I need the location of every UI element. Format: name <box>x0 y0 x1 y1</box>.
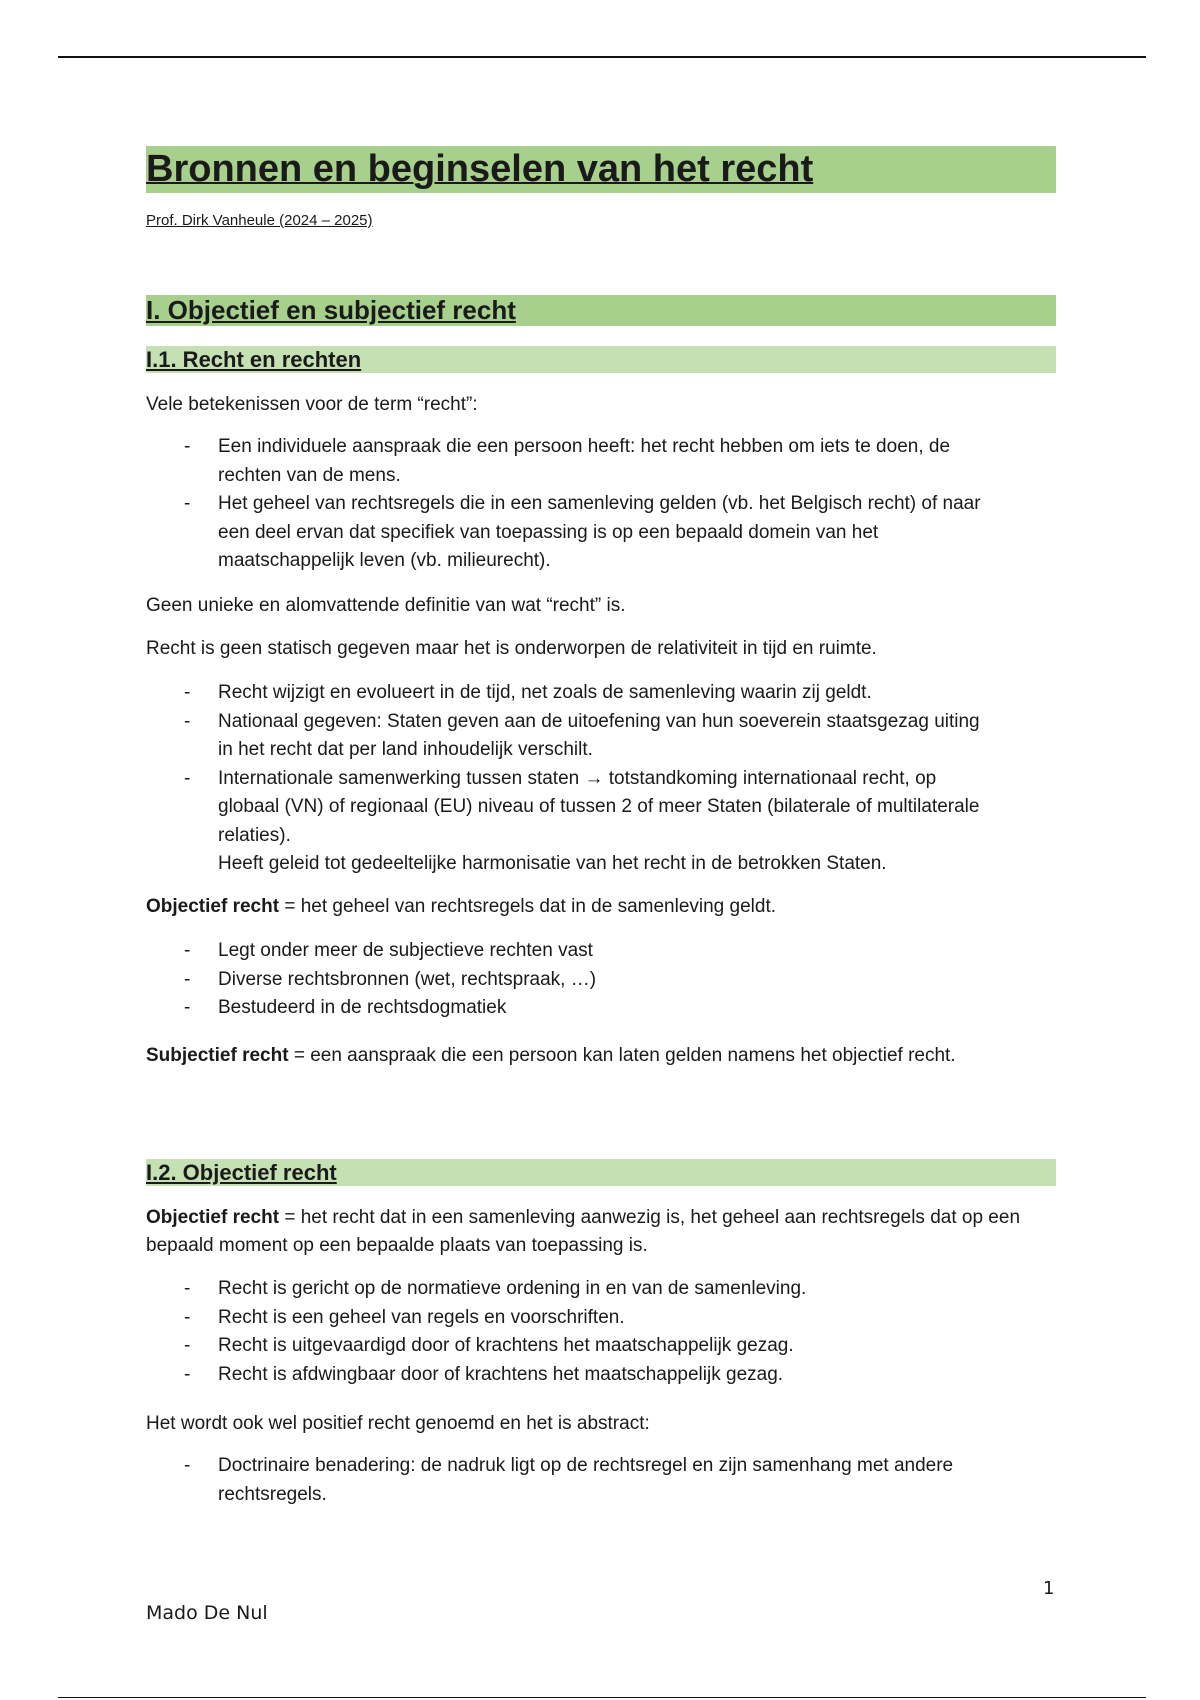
subsection-heading-1-1-text: I.1. Recht en rechten <box>146 347 362 372</box>
list-item: - Nationaal gegeven: Staten geven aan de uitoefening van hun soeverein staatsgezag uiting in het recht dat per land inhoudelijk verschilt. <box>146 708 998 765</box>
definition-objectief-recht-2: = het recht dat in een samenleving aanwezig is, het geheel aan rechtsregels dat op een bepaald moment op een bepaalde plaats van toepassing is. <box>146 1207 1021 1256</box>
paragraph-positief-recht: Het wordt ook wel positief recht genoemd en het is abstract: <box>146 1413 650 1434</box>
document-title-bar <box>146 146 1056 193</box>
term-objectief-recht: Objectief recht <box>146 896 280 917</box>
list-item: - Internationale samenwerking tussen staten → totstandkoming internationaal recht, op globaal (VN) of regionaal (EU) niveau of tussen 2 of meer Staten (bilaterale of multilaterale relaties). <box>146 765 998 851</box>
paragraph-definition: Geen unieke en alomvattende definitie van wat “recht” is. <box>146 595 626 616</box>
bullet-list-objectief <box>146 937 1056 1023</box>
list-item-continuation: Heeft geleid tot gedeeltelijke harmonisatie van het recht in de betrokken Staten. <box>218 853 887 874</box>
paragraph-intro: Vele betekenissen voor de term “recht”: <box>146 394 478 415</box>
bullet-list-benadering <box>146 1452 1056 1509</box>
list-item: - Recht is een geheel van regels en voorschriften. <box>146 1304 998 1333</box>
subsection-heading-1-2-text: I.2. Objectief recht <box>146 1160 337 1185</box>
list-item: - Legt onder meer de subjectieve rechten vast <box>146 937 998 966</box>
bullet-list-meanings <box>146 433 1056 576</box>
page-number: 1 <box>1043 1578 1055 1599</box>
list-item: - Recht is afdwingbaar door of krachtens het maatschappelijk gezag. <box>146 1361 998 1390</box>
paragraph-objectief-recht <box>146 893 1056 921</box>
definition-subjectief-recht: = een aanspraak die een persoon kan laten gelden namens het objectief recht. <box>288 1045 956 1066</box>
list-item: - Recht is uitgevaardigd door of krachtens het maatschappelijk gezag. <box>146 1332 998 1361</box>
paragraph-relativity: Recht is geen statisch gegeven maar het is onderworpen de relativiteit in tijd en ruimte. <box>146 638 877 659</box>
list-item: - Het geheel van rechtsregels die in een samenleving gelden (vb. het Belgisch recht) of naar een deel ervan dat specifiek van toepassing is op een bepaald domein van het maatschappelijk leven (vb. milieurecht). <box>146 490 998 576</box>
term-objectief-recht-2: Objectief recht <box>146 1207 280 1228</box>
section-heading-1-text: I. Objectief en subjectief recht <box>146 295 516 325</box>
list-item: - Recht wijzigt en evolueert in de tijd, net zoals de samenleving waarin zij geldt. <box>146 679 998 708</box>
bullet-list-relativity <box>146 679 1056 879</box>
subsection-heading-1-2 <box>146 1159 1056 1186</box>
document-title: Bronnen en beginselen van het recht <box>146 148 814 190</box>
paragraph-objectief-recht-2 <box>146 1204 1056 1260</box>
footer-author: Mado De Nul <box>146 1602 268 1624</box>
list-item: - Diverse rechtsbronnen (wet, rechtspraak, …) <box>146 966 998 995</box>
definition-objectief-recht: = het geheel van rechtsregels dat in de samenleving geldt. <box>279 896 777 917</box>
list-item: - Bestudeerd in de rechtsdogmatiek <box>146 994 998 1023</box>
bottom-rule <box>58 1697 1146 1698</box>
paragraph-subjectief-recht <box>146 1042 1056 1070</box>
top-rule <box>58 56 1146 58</box>
term-subjectief-recht: Subjectief recht <box>146 1045 289 1066</box>
document-subtitle: Prof. Dirk Vanheule (2024 – 2025) <box>146 212 373 229</box>
list-item: - Een individuele aanspraak die een persoon heeft: het recht hebben om iets te doen, de rechten van de mens. <box>146 433 998 490</box>
bullet-list-kenmerken <box>146 1275 1056 1389</box>
list-item: - Recht is gericht op de normatieve ordening in en van de samenleving. <box>146 1275 998 1304</box>
subsection-heading-1-1 <box>146 346 1056 373</box>
section-heading-1 <box>146 295 1056 326</box>
list-item: - Doctrinaire benadering: de nadruk ligt op de rechtsregel en zijn samenhang met andere rechtsregels. <box>146 1452 998 1509</box>
